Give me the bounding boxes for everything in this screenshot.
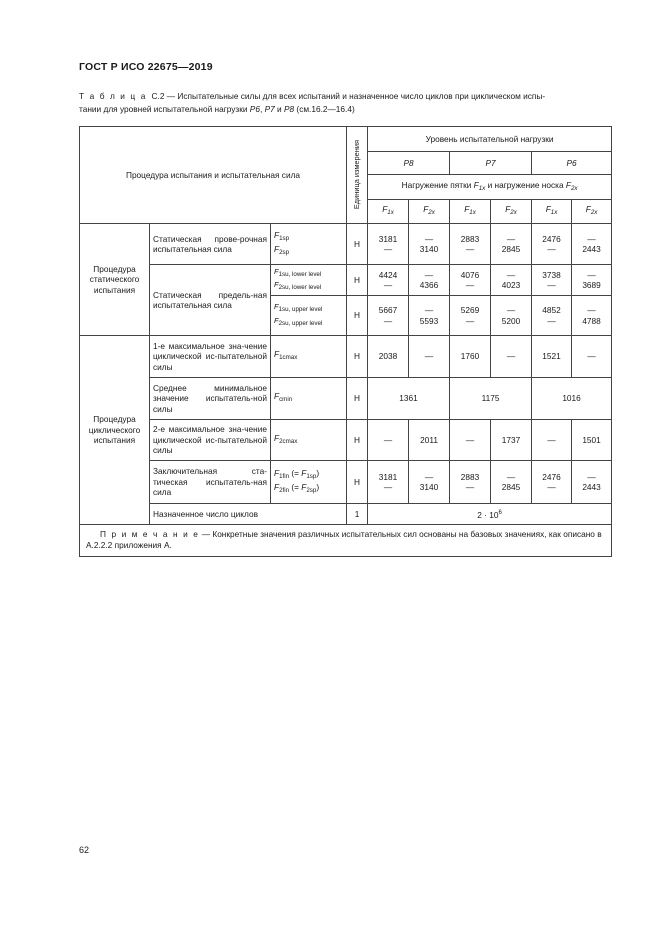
- row-label: Статическая предель-ная испытательная сила: [150, 265, 271, 336]
- force-symbol: F: [565, 179, 571, 190]
- table-row: [80, 224, 612, 265]
- caption-tail: (см.16.2—16.4): [294, 103, 355, 114]
- unit-header: [347, 127, 368, 224]
- value-cell: —: [368, 420, 409, 461]
- note-prefix: П р и м е ч а н и е: [100, 529, 200, 539]
- force-symbols: $F_{1sp}$ $F_{2sp}$: [271, 224, 347, 265]
- value-cell: —: [572, 336, 612, 378]
- value-cell: 1737: [491, 420, 532, 461]
- table-row: [80, 461, 612, 504]
- level-p8: Р8: [403, 157, 414, 168]
- value-cell: 5667 —: [368, 296, 409, 336]
- value-cell: — 2443: [572, 461, 612, 504]
- unit-cell: 1: [347, 504, 368, 525]
- value-cell: 3181 —: [368, 224, 409, 265]
- value-cell: — 2845: [491, 461, 532, 504]
- note-text: — Конкретные значения различных испытательных сил основаны на базовых значениях, как описано в А.2.2.2 приложения А.: [86, 529, 602, 550]
- level-p7: Р7: [485, 157, 496, 168]
- caption-sep: и: [274, 103, 284, 114]
- table-row: [80, 265, 612, 296]
- value-cell: —: [532, 420, 572, 461]
- value-cell: 1501: [572, 420, 612, 461]
- force-symbol: F: [473, 179, 479, 190]
- unit-cell: Н: [347, 461, 368, 504]
- value-cell: — 3689: [572, 265, 612, 296]
- value-cell: 2011: [409, 420, 450, 461]
- unit-cell: Н: [347, 420, 368, 461]
- value-cell: 2476 —: [532, 224, 572, 265]
- force-subscript: 2x: [570, 184, 578, 192]
- force-symbols: $F_{1su, upper level}$ $F_{2su, upper level}$: [271, 296, 347, 336]
- force-symbol: $F_{2cmax}$: [271, 420, 347, 461]
- value-cell: — 2443: [572, 224, 612, 265]
- unit-cell: Н: [347, 336, 368, 378]
- table-note-row: [80, 525, 612, 557]
- table-row: [80, 378, 612, 420]
- col-f1x-p8: $F_{1x}$: [368, 200, 409, 224]
- value-cell: 1760: [450, 336, 491, 378]
- row-label: Статическая прове-рочная испытательная сила: [150, 224, 271, 265]
- value-cell: 4852 —: [532, 296, 572, 336]
- value-cell: — 4023: [491, 265, 532, 296]
- level-p6: Р6: [566, 157, 577, 168]
- caption-p7: Р7: [264, 103, 275, 114]
- row-label: Заключительная ста-тическая испытатель-ная сила: [150, 461, 271, 504]
- caption-number: С.2: [151, 91, 165, 101]
- col-f1x-p6: $F_{1x}$: [532, 200, 572, 224]
- unit-cell: Н: [347, 296, 368, 336]
- table-caption: [79, 90, 589, 115]
- value-cell: — 5200: [491, 296, 532, 336]
- table-row: [80, 420, 612, 461]
- col-f2x-p7: $F_{2x}$: [491, 200, 532, 224]
- cyclic-group-label: Процедура циклического испытания: [80, 336, 150, 525]
- cycles-value: $2 \cdot 10^6$: [368, 504, 612, 525]
- unit-header-text: Единица измерения: [351, 140, 361, 210]
- caption-text-line1: — Испытательные силы для всех испытаний и назначенное число циклов при циклическом испы-: [164, 91, 546, 101]
- col-f1x-p7: $F_{1x}$: [450, 200, 491, 224]
- value-cell: 2883 —: [450, 461, 491, 504]
- value-cell: — 3140: [409, 461, 450, 504]
- caption-sep: ,: [259, 103, 265, 114]
- value-cell: —: [409, 336, 450, 378]
- caption-p6: Р6: [249, 103, 260, 114]
- value-cell: 1361: [368, 378, 450, 420]
- static-group-label: Процедура статического испытания: [80, 224, 150, 336]
- value-cell: — 3140: [409, 224, 450, 265]
- loading-text: Нагружение пятки: [401, 179, 474, 190]
- value-cell: —: [450, 420, 491, 461]
- caption-text-line2: тании для уровней испытательной нагрузки: [79, 103, 250, 114]
- force-symbols: $F_{1fin}$ (= $F_{1sp}$) $F_{2fin}$ (= $F_{2sp}$): [271, 461, 347, 504]
- table-row: [80, 504, 612, 525]
- test-forces-table: [79, 126, 612, 557]
- value-cell: — 2845: [491, 224, 532, 265]
- loading-header: [368, 175, 612, 200]
- value-cell: 1175: [450, 378, 532, 420]
- force-symbol: $F_{1cmax}$: [271, 336, 347, 378]
- value-cell: 1016: [532, 378, 612, 420]
- procedure-header: Процедура испытания и испытательная сила: [80, 127, 347, 224]
- value-cell: —: [491, 336, 532, 378]
- load-level-header: Уровень испытательной нагрузки: [368, 127, 612, 152]
- value-cell: 5269 —: [450, 296, 491, 336]
- value-cell: 4424 —: [368, 265, 409, 296]
- unit-cell: Н: [347, 378, 368, 420]
- caption-p8: Р8: [283, 103, 295, 114]
- document-header: ГОСТ Р ИСО 22675—2019: [79, 61, 213, 73]
- unit-cell: Н: [347, 265, 368, 296]
- value-cell: 3181 —: [368, 461, 409, 504]
- loading-text: и нагружение носка: [485, 179, 566, 190]
- row-label: 2-е максимальное зна-чение циклической ис-пытательной силы: [150, 420, 271, 461]
- row-label: Среднее минимальное значение испытатель-ной силы: [150, 378, 271, 420]
- col-f2x-p8: $F_{2x}$: [409, 200, 450, 224]
- page-number: 62: [79, 845, 90, 855]
- value-cell: — 5593: [409, 296, 450, 336]
- value-cell: — 4788: [572, 296, 612, 336]
- force-subscript: 1x: [478, 184, 486, 192]
- col-f2x-p6: $F_{2x}$: [572, 200, 612, 224]
- value-cell: 2038: [368, 336, 409, 378]
- row-label: 1-е максимальное зна-чение циклической ис-пытательной силы: [150, 336, 271, 378]
- value-cell: 2883 —: [450, 224, 491, 265]
- value-cell: 2476 —: [532, 461, 572, 504]
- value-cell: 4076 —: [450, 265, 491, 296]
- row-label: Назначенное число циклов: [150, 504, 347, 525]
- caption-prefix: Т а б л и ц а: [79, 91, 147, 101]
- value-cell: 1521: [532, 336, 572, 378]
- force-symbol: $F_{cmin}$: [271, 378, 347, 420]
- table-note: [80, 525, 612, 557]
- unit-cell: Н: [347, 224, 368, 265]
- value-cell: 3738 —: [532, 265, 572, 296]
- table-row: [80, 336, 612, 378]
- force-symbols: $F_{1su, lower level}$ $F_{2su, lower level}$: [271, 265, 347, 296]
- value-cell: — 4366: [409, 265, 450, 296]
